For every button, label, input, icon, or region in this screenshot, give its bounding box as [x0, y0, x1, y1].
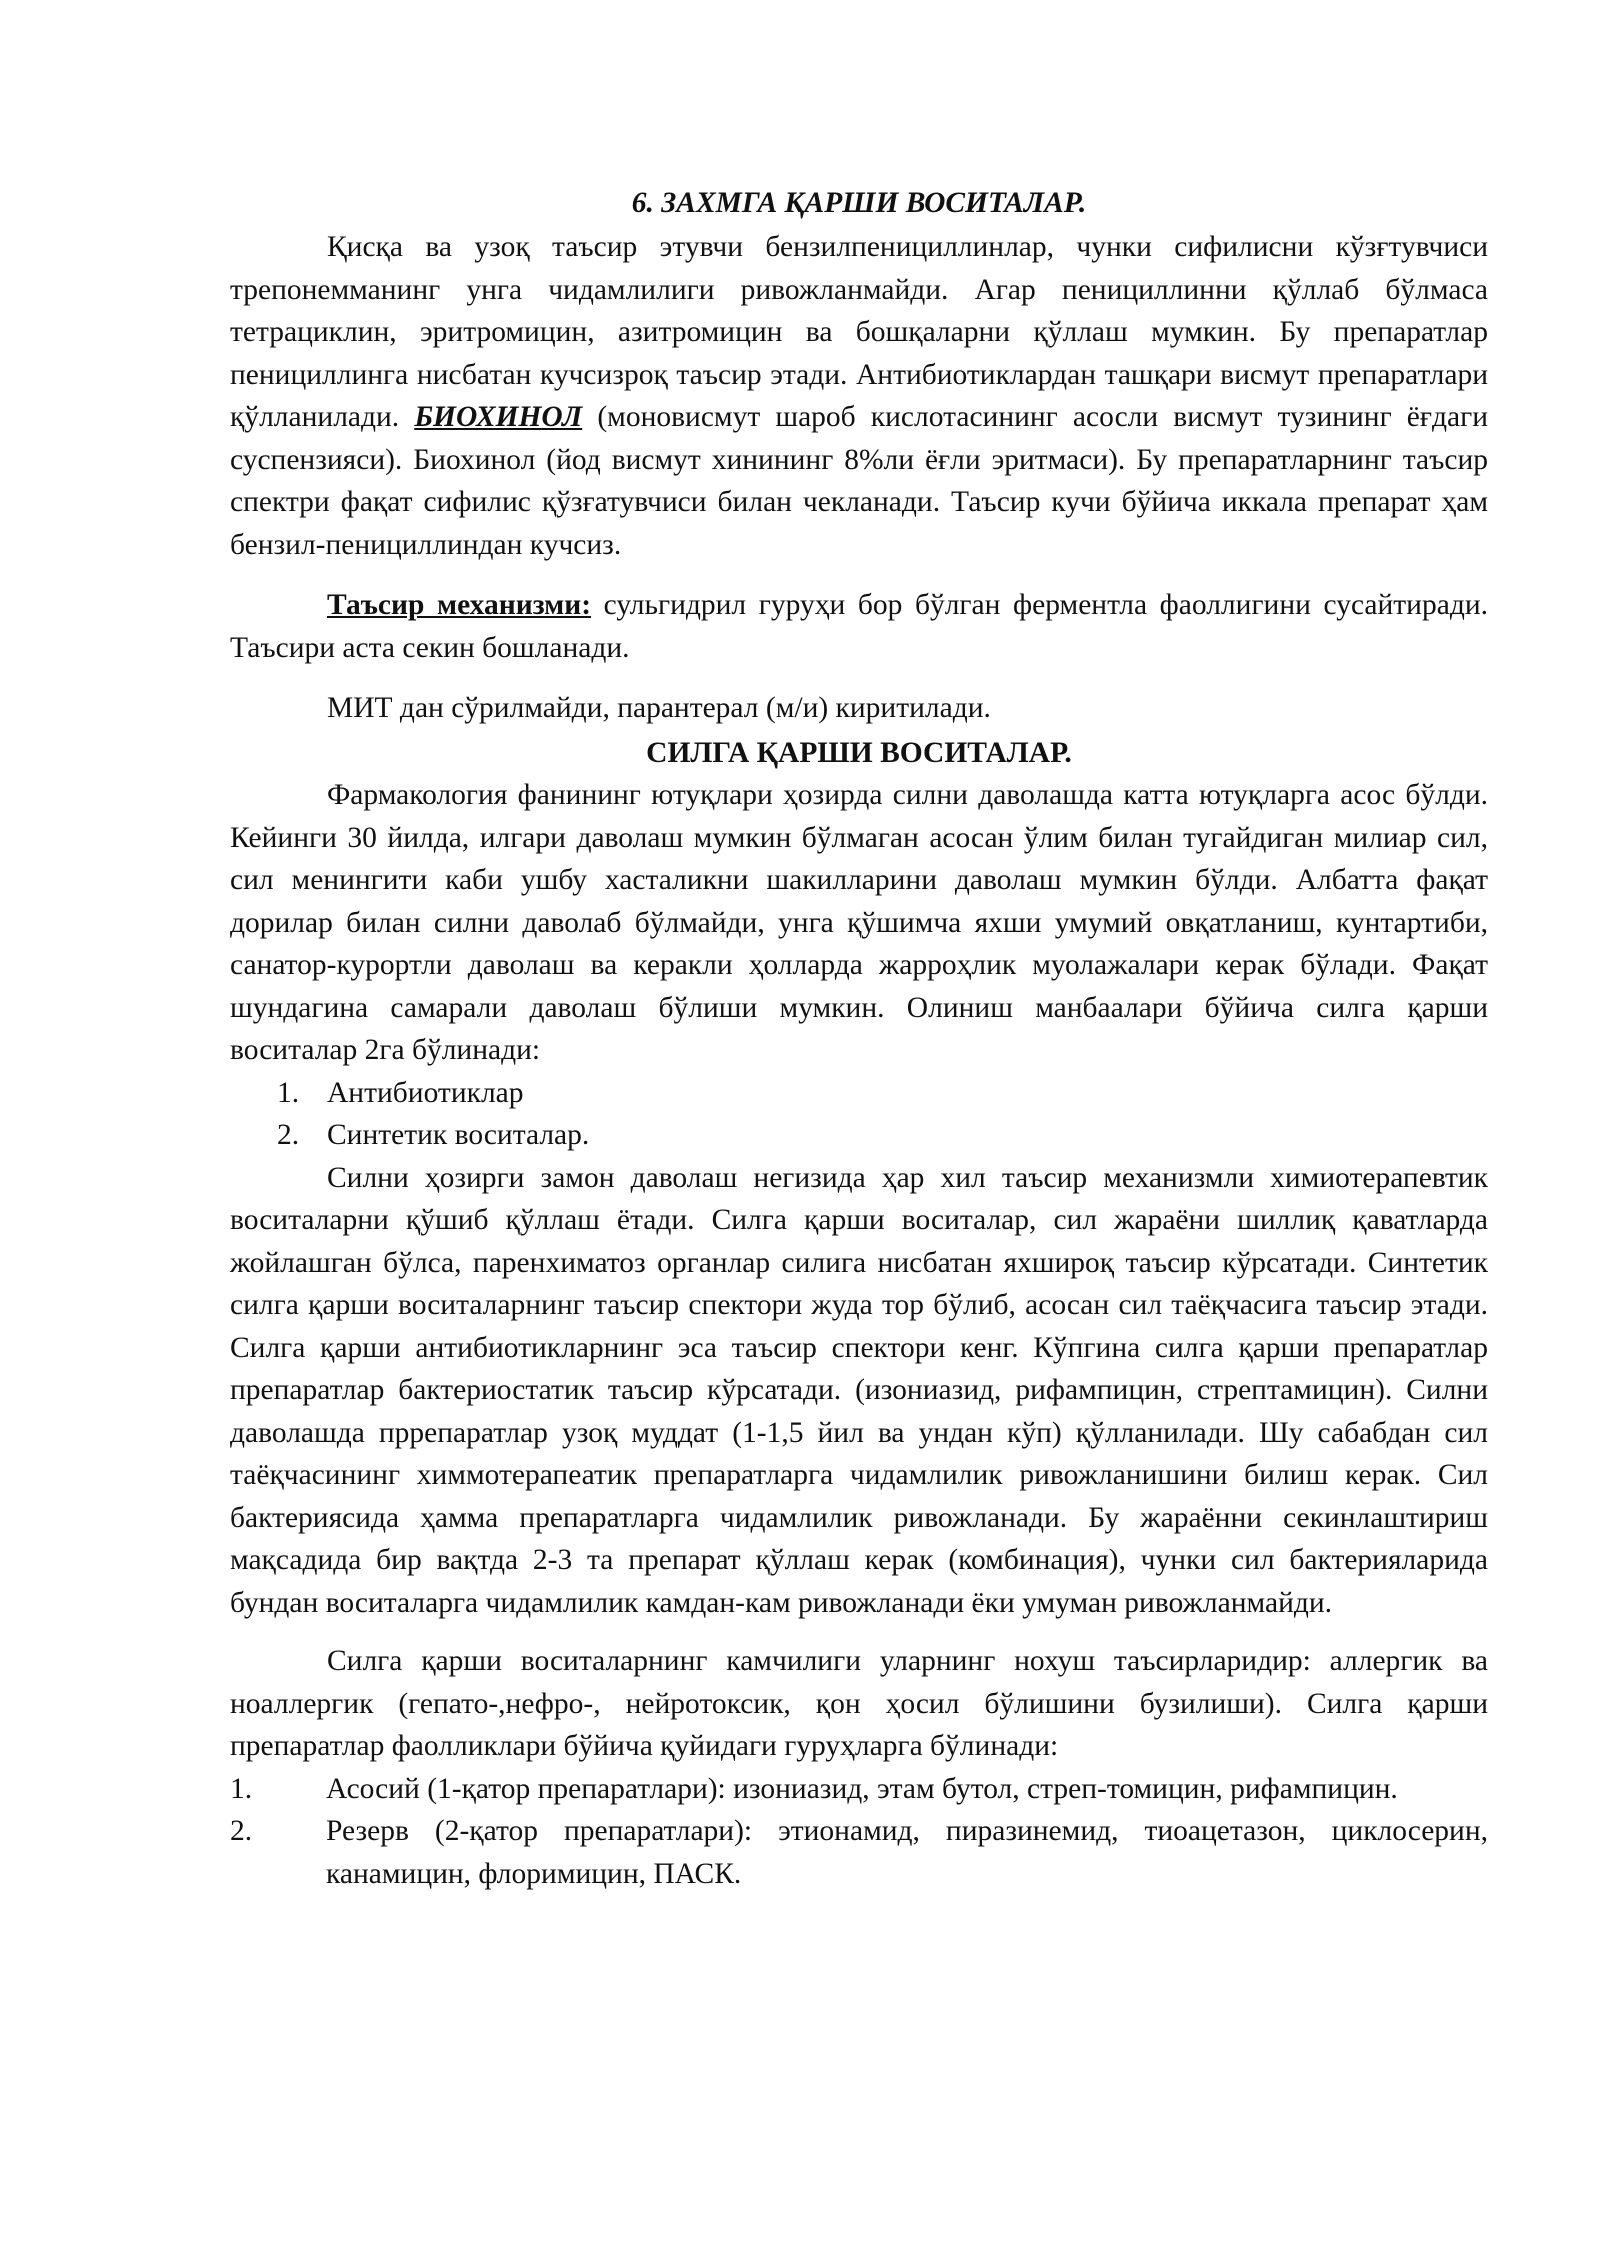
- paragraph-text: Қисқа ва узоқ таъсир этувчи бензилпенициллинлар, чунки сифилисни кўзғтувчиси трепонемманинг унга чидамлилиги ривожланмайди. Агар пенициллинни қўллаб бўлмаса тетрациклин, эритромицин, азитромицин ва бошқаларни қўллаш мумкин. Бу препаратлар пенициллинга нисбатан кучсизроқ таъсир этади. Антибиотиклардан ташқари висмут препаратлари қўлланилади.: [230, 231, 1488, 433]
- section-title-antituberculosis: СИЛГА ҚАРШИ ВОСИТАЛАР.: [646, 736, 1072, 769]
- source-classification-list: [230, 1072, 1488, 1157]
- list-number: 2.: [230, 1815, 253, 1847]
- paragraph-administration: МИТ дан сўрилмайди, парантерал (м/и) киритилади.: [327, 692, 991, 724]
- list-text: Антибиотиклар: [327, 1076, 524, 1109]
- paragraph-text: сульгидрил гуруҳи бор бўлган ферментла фаоллигини сусайтиради. Таъсири аста секин бошланади.: [230, 589, 1488, 664]
- list-text: Синтетик воситалар.: [327, 1119, 590, 1151]
- term-biokhinol: БИОХИНОЛ: [414, 401, 583, 433]
- paragraph-antisyphilis-drugs: [230, 226, 1488, 566]
- paragraph-treatment: Силни ҳозирги замон даволаш негизида ҳар хил таъсир механизмли химиотерапевтик воситаларни қўшиб қўллаш ётади. Силга қарши воситалар, сил жараёни шиллиқ қаватларда жойлашган бўлса, паренхиматоз органлар силига нисбатан яхшироқ таъсир кўрсатади. Синтетик силга қарши воситаларнинг таъсир спектори жуда тор бўлиб, асосан сил таёқчасига таъсир этади. Силга қарши антибиотикларнинг эса таъсир спектори кенг. Кўпгина силга қарши препаратлар препаратлар бактериостатик таъсир кўрсатади. (изониазид, рифампицин, стрептамицин). Силни даволашда пррепаратлар узоқ муддат (1-1,5 йил ва ундан кўп) қўлланилади. Шу сабабдан сил таёқчасининг химмотерапеатик препаратларга чидамлилик ривожланишини билиш керак. Сил бактериясида ҳамма препаратларга чидамлилик ривожланади. Бу жараённи секинлаштириш мақсадида бир вақтда 2-3 та препарат қўллаш керак (комбинация), чунки сил бактерияларида бундан воситаларга чидамлилик камдан-кам ривожланади ёки умуман ривожланмайди.: [230, 1161, 1488, 1619]
- paragraph-side-effects: Силга қарши воситаларнинг камчилиги уларнинг нохуш таъсирларидир: аллергик ва ноаллергик (гепато-,нефро-, нейротоксик, қон ҳосил бўлишини бузилиши). Силга қарши препаратлар фаолликлари бўйича қуйидаги гуруҳларга бўлинади:: [230, 1645, 1488, 1762]
- paragraph-pharmacology: Фармакология фанининг ютуқлари ҳозирда силни даволашда катта ютуқларга асос бўлди. Кейинги 30 йилда, илгари даволаш мумкин бўлмаган асосан ўлим билан тугайдиган милиар сил, сил менингити каби ушбу хасталикни шакилларини даволаш мумкин бўлди. Албатта фақат дорилар билан силни даволаб бўлмайди, унга қўшимча яхши умумий овқатланиш, кунтартиби, санатор-курортли даволаш ва керакли ҳолларда жарроҳлик муолажалари керак бўлади. Фақат шундагина самарали даволаш бўлиши мумкин. Олиниш манбаалари бўйича силга қарши воситалар 2га бўлинади:: [230, 779, 1488, 1066]
- list-number: 1.: [277, 1076, 300, 1109]
- list-item: [230, 1072, 1488, 1115]
- list-item: [230, 1114, 1488, 1157]
- list-number: 2.: [277, 1119, 300, 1151]
- paragraph-text: (моновисмут шароб кислотасининг асосли висмут тузининг ёғдаги суспензияси). Биохинол (йод висмут хинининг 8%ли ёғли эритмаси). Бу препаратларнинг таъсир спектри фақат сифилис қўзғатувчиси билан чекланади. Таъсир кучи бўйича иккала препарат ҳам бензил-пенициллиндан кучсиз.: [230, 401, 1488, 561]
- list-item: [230, 1768, 1488, 1811]
- term-mechanism: Таъсир механизми:: [327, 589, 592, 621]
- drug-groups-list: [230, 1768, 1488, 1896]
- list-text: Резерв (2-қатор препаратлари): этионамид, пиразинемид, тиоацетазон, циклосерин, канамицин, флоримицин, ПАСК.: [326, 1815, 1488, 1890]
- list-number: 1.: [230, 1772, 253, 1805]
- list-item: [230, 1810, 1488, 1895]
- section-title-antisyphilis: 6. ЗАХМГА ҚАРШИ ВОСИТАЛАР.: [631, 187, 1087, 219]
- list-text: Асосий (1-қатор препаратлари): изониазид, этам бутол, стреп-томицин, рифампицин.: [326, 1772, 1398, 1805]
- paragraph-mechanism: [230, 584, 1488, 669]
- document-page: [230, 180, 1488, 1895]
